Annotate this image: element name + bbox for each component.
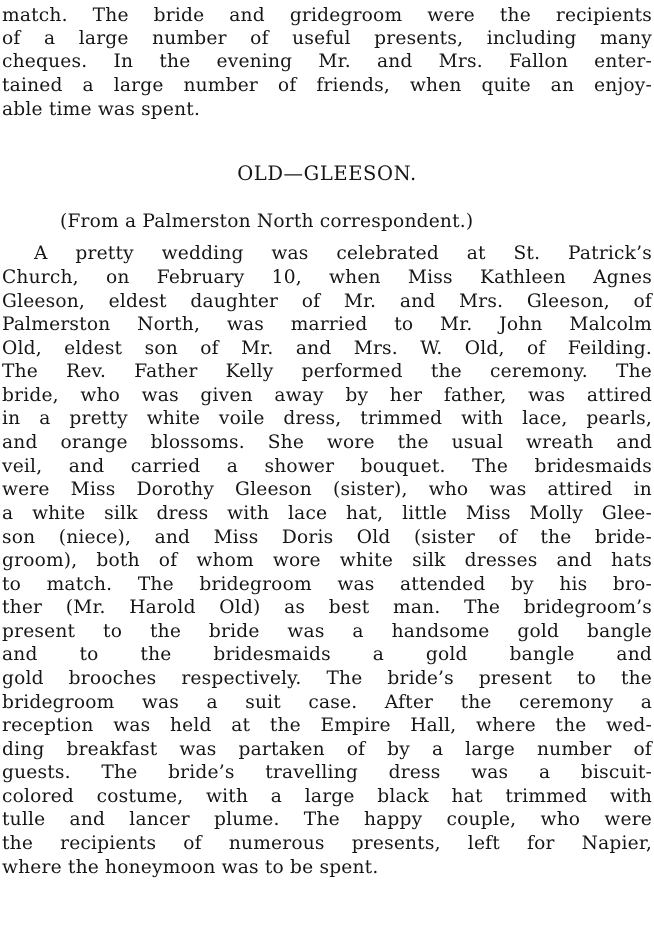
text-line: gold brooches respectively. The bride’s present to the [2, 668, 652, 689]
text-line: son (niece), and Miss Doris Old (sister of the bride- [2, 527, 652, 548]
text-line: bridegroom was a suit case. After the ceremony a [2, 692, 652, 713]
text-line: veil, and carried a shower bouquet. The bridesmaids [2, 456, 652, 477]
text-line: Gleeson, eldest daughter of Mr. and Mrs. Gleeson, of [2, 291, 652, 312]
text-line: present to the bride was a handsome gold bangle [2, 621, 652, 642]
text-line: able time was spent. [2, 99, 201, 120]
article-headline: OLD—GLEESON. [237, 162, 417, 185]
text-line: cheques. In the evening Mr. and Mrs. Fallon enter- [2, 51, 652, 72]
article-byline: (From a Palmerston North correspondent.) [60, 211, 474, 232]
text-line: tulle and lancer plume. The happy couple, who were [2, 809, 652, 830]
text-line: groom), both of whom wore white silk dresses and hats [2, 550, 652, 571]
text-line: The Rev. Father Kelly performed the ceremony. The [2, 361, 652, 382]
text-line: a white silk dress with lace hat, little Miss Molly Glee- [2, 503, 652, 524]
text-line: where the honeymoon was to be spent. [2, 857, 379, 878]
text-line: Old, eldest son of Mr. and Mrs. W. Old, of Feilding. [2, 338, 652, 359]
text-line: ding breakfast was partaken of by a large number of [2, 739, 652, 760]
text-line: and to the bridesmaids a gold bangle and [2, 644, 652, 665]
text-line: to match. The bridegroom was attended by his bro- [2, 574, 652, 595]
text-line: in a pretty white voile dress, trimmed with lace, pearls, [2, 408, 652, 429]
text-line: of a large number of useful presents, including many [2, 28, 652, 49]
text-line: bride, who was given away by her father, was attired [2, 385, 652, 406]
text-line: Church, on February 10, when Miss Kathleen Agnes [2, 267, 652, 288]
text-line: the recipients of numerous presents, left for Napier, [2, 833, 652, 854]
text-line: and orange blossoms. She wore the usual wreath and [2, 432, 652, 453]
text-line: reception was held at the Empire Hall, where the wed- [2, 715, 652, 736]
text-line: match. The bride and gridegroom were the recipients [2, 5, 652, 26]
text-line: were Miss Dorothy Gleeson (sister), who was attired in [2, 479, 652, 500]
text-line: colored costume, with a large black hat trimmed with [2, 786, 652, 807]
text-line: guests. The bride’s travelling dress was a biscuit- [2, 762, 652, 783]
text-line: ther (Mr. Harold Old) as best man. The bridegroom’s [2, 597, 652, 618]
text-line: tained a large number of friends, when quite an enjoy- [2, 75, 652, 96]
text-line: Palmerston North, was married to Mr. John Malcolm [2, 314, 652, 335]
text-line: A pretty wedding was celebrated at St. Patrick’s [34, 243, 652, 264]
